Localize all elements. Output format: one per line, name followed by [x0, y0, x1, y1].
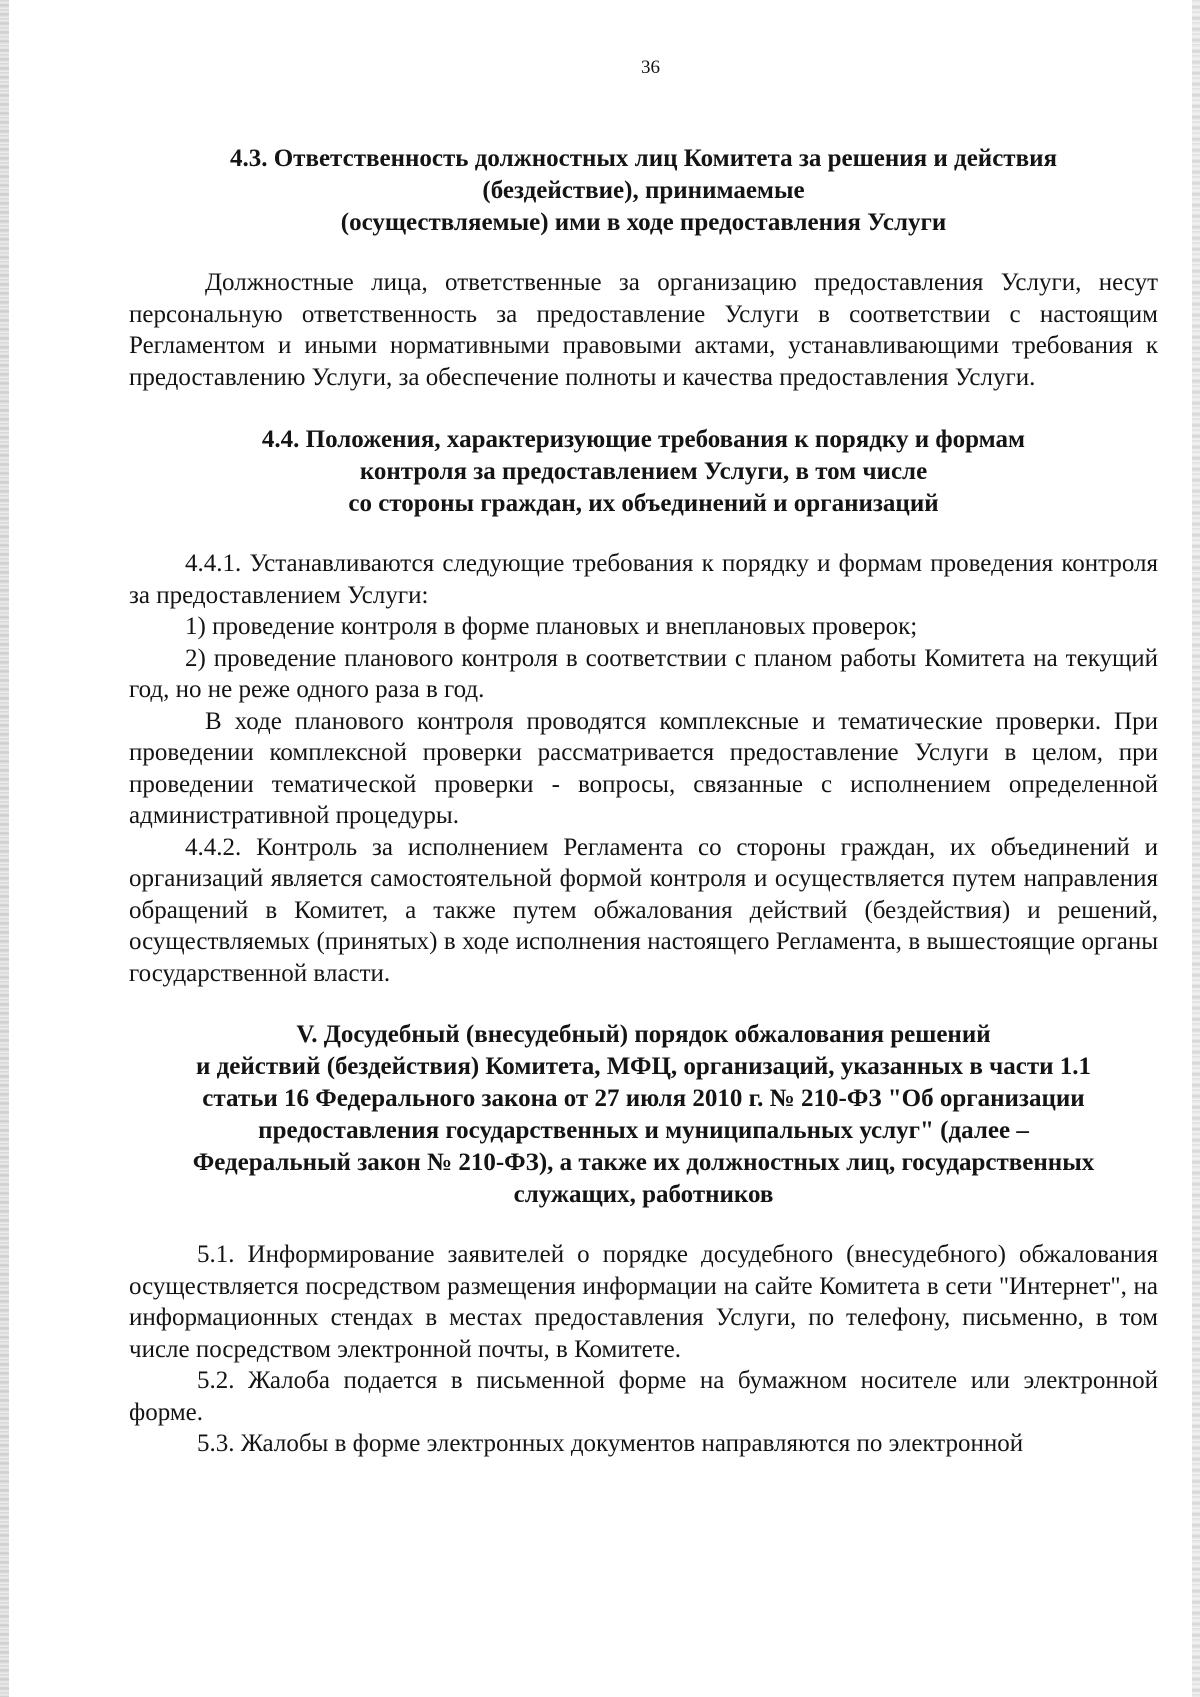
planned-control-paragraph: В ходе планового контроля проводятся комплексные и тематические проверки. При проведении комплексной проверки рассматривается предоставление Услуги в целом, при проведении тематической проверки - вопросы, связанные с исполнением определенной административной процедуры. — [129, 707, 1158, 829]
paragraph-5-3: 5.3. Жалобы в форме электронных документов направляются по электронной — [197, 1430, 1024, 1457]
heading-line: и действий (бездействия) Комитета, МФЦ, организаций, указанных в части 1.1 — [195, 1053, 1092, 1080]
paragraph-4-4-1: 4.4.1. Устанавливаются следующие требования к порядку и формам проведения контроля за предоставлением Услуги: — [129, 550, 1158, 609]
scan-edge-right — [1192, 0, 1200, 1697]
paragraph-4-4-2: 4.4.2. Контроль за исполнением Регламента со стороны граждан, их объединений и организаций является самостоятельной формой контроля и осуществляется путем направления обращений в Комитет, а также путем обжалования действий (бездействия) и решений, осуществляемых (принятых) в ходе исполнения настоящего Регламента, в вышестоящие органы государственной власти. — [129, 833, 1158, 987]
heading-line: статьи 16 Федерального закона от 27 июля 2010 г. № 210-ФЗ "Об организации — [202, 1085, 1085, 1112]
scan-edge-left — [0, 0, 9, 1697]
section-4-4-heading — [129, 424, 1158, 520]
paragraph-5-2: 5.2. Жалоба подается в письменной форме на бумажном носителе или электронной форме. — [129, 1367, 1158, 1426]
page-number: 36 — [641, 57, 660, 78]
section-4-3-paragraph: Должностные лица, ответственные за организацию предоставления Услуги, несут персональную ответственность за предоставление Услуги в соответствии с настоящим Регламентом и иными нормативными правовыми актами, устанавливающими требования к предоставлению Услуги, за обеспечение полноты и качества предоставления Услуги. — [129, 269, 1158, 391]
list-item-1: 1) проведение контроля в форме плановых и внеплановых проверок; — [185, 613, 918, 640]
section-5-heading — [129, 1019, 1158, 1211]
heading-line: 4.4. Положения, характеризующие требования к порядку и формам — [261, 426, 1026, 453]
heading-line: служащих, работников — [513, 1181, 774, 1208]
heading-line: (осуществляемые) ими в ходе предоставления Услуги — [340, 209, 947, 236]
heading-line: V. Досудебный (внесудебный) порядок обжалования решений — [296, 1021, 991, 1048]
heading-line: предоставления государственных и муниципальных услуг" (далее – — [258, 1117, 1029, 1144]
heading-line: со стороны граждан, их объединений и организаций — [348, 490, 939, 517]
list-item-2: 2) проведение планового контроля в соответствии с планом работы Комитета на текущий год, но не реже одного раза в год. — [129, 644, 1158, 703]
heading-line: 4.3. Ответственность должностных лиц Комитета за решения и действия — [229, 145, 1058, 172]
heading-line: (бездействие), принимаемые — [482, 177, 805, 204]
heading-line: Федеральный закон № 210-ФЗ), а также их должностных лиц, государственных — [192, 1149, 1095, 1176]
paragraph-5-1: 5.1. Информирование заявителей о порядке досудебного (внесудебного) обжалования осуществляется посредством размещения информации на сайте Комитета в сети "Интернет", на информационных стендах в местах предоставления Услуги, по телефону, письменно, в том числе посредством электронной почты, в Комитете. — [129, 1241, 1158, 1363]
section-4-3-heading — [129, 143, 1158, 239]
document-page — [129, 56, 1158, 1460]
heading-line: контроля за предоставлением Услуги, в том числе — [359, 458, 928, 485]
